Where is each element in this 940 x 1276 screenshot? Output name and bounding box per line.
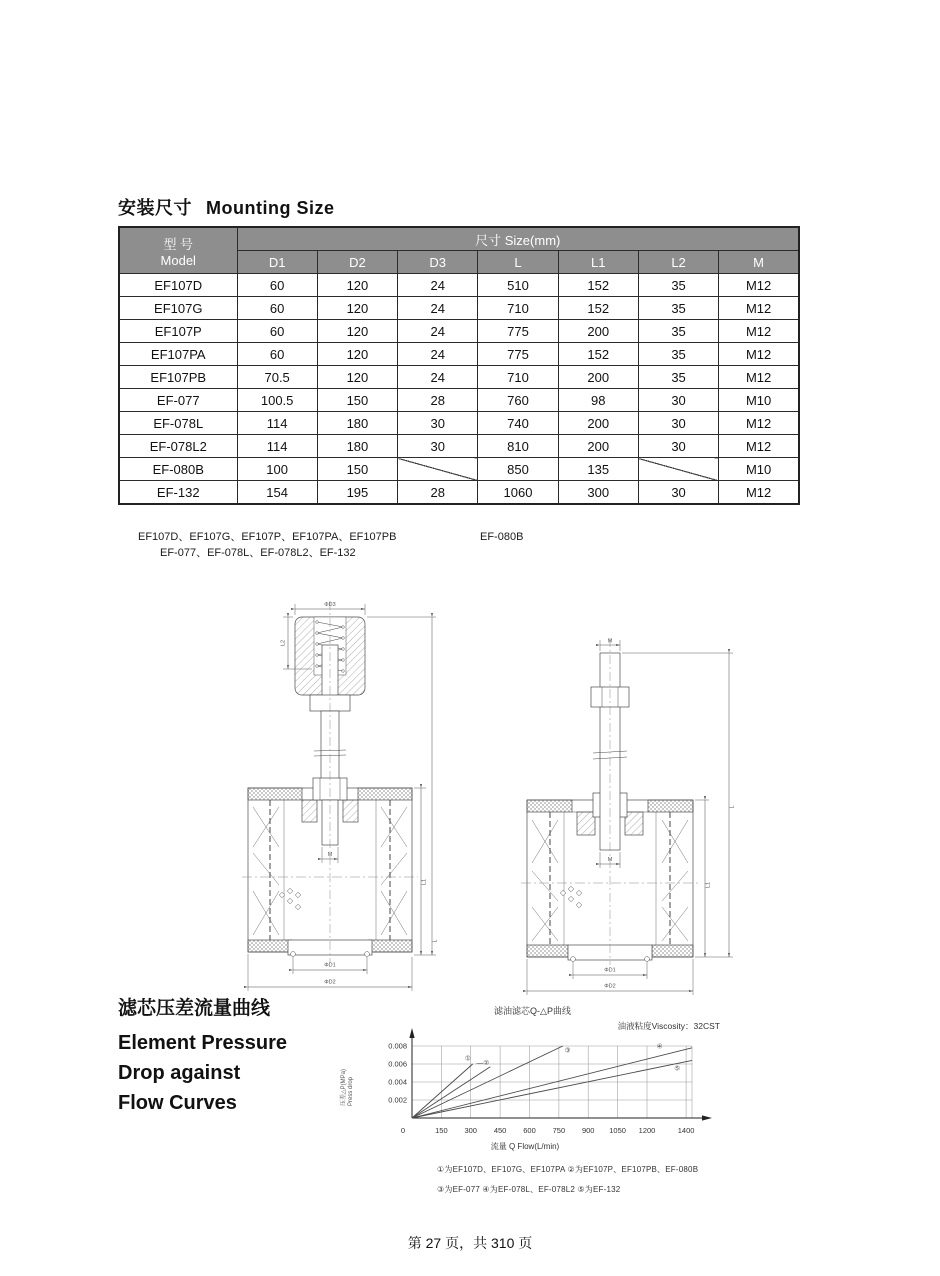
svg-text:④: ④ [656, 1043, 663, 1051]
table-caption-left [138, 529, 396, 561]
value-cell: 200 [558, 320, 638, 343]
chart-legend-line2: ③为EF-077 ④为EF-078L、EF-078L2 ⑤为EF-132 [437, 1185, 621, 1194]
model-cell: EF107G [119, 297, 237, 320]
col-d2: D2 [317, 251, 397, 274]
value-cell: 180 [317, 435, 397, 458]
value-cell: 120 [317, 297, 397, 320]
table-row [119, 274, 799, 297]
dim-m-label: M [327, 852, 333, 858]
value-cell: 35 [638, 274, 718, 297]
value-cell: 760 [478, 389, 558, 412]
value-cell: 60 [237, 297, 317, 320]
value-cell: 70.5 [237, 366, 317, 389]
col-d1: D1 [237, 251, 317, 274]
table-row [119, 297, 799, 320]
value-cell: 35 [638, 366, 718, 389]
value-cell: 28 [398, 389, 478, 412]
model-cell: EF-078L [119, 412, 237, 435]
value-cell: 710 [478, 297, 558, 320]
value-cell: 100 [237, 458, 317, 481]
value-cell: 1060 [478, 481, 558, 505]
page-title [118, 194, 334, 220]
svg-text:0.006: 0.006 [388, 1059, 407, 1069]
page-number: 第 27 页，共 310 页 [407, 1235, 533, 1251]
dim-m-label: M [607, 857, 613, 863]
value-cell: 150 [317, 389, 397, 412]
model-cell: EF107D [119, 274, 237, 297]
left-filter-drawing [240, 595, 450, 995]
svg-text:—②: —② [476, 1059, 490, 1067]
value-cell: 152 [558, 297, 638, 320]
flow-curves-title-en3: Flow Curves [118, 1092, 237, 1114]
model-header-en: Model [160, 252, 196, 268]
page-title-zh: 安装尺寸 [118, 198, 192, 218]
value-cell: 24 [398, 320, 478, 343]
svg-text:1050: 1050 [609, 1126, 626, 1135]
chart-legend-line1: ①为EF107D、EF107G、EF107PA ②为EF107P、EF107PB、EF-080B [437, 1165, 699, 1174]
value-cell: 120 [317, 320, 397, 343]
chart-y-axis-label: 压差△P(MPa) Press drop [341, 1069, 354, 1106]
svg-text:450: 450 [493, 1126, 507, 1135]
value-cell: 35 [638, 320, 718, 343]
model-cell: EF-077 [119, 389, 237, 412]
col-d3: D3 [398, 251, 478, 274]
value-cell: M12 [719, 481, 799, 505]
value-cell: 195 [317, 481, 397, 505]
svg-text:⑤: ⑤ [674, 1065, 681, 1073]
value-cell: 114 [237, 412, 317, 435]
value-cell [638, 458, 718, 481]
value-cell: 775 [478, 343, 558, 366]
svg-text:300: 300 [464, 1126, 477, 1135]
dim-l2-label: L2 [280, 639, 287, 647]
col-m: M [719, 251, 799, 274]
value-cell: 60 [237, 320, 317, 343]
value-cell: 510 [478, 274, 558, 297]
model-cell: EF107PB [119, 366, 237, 389]
value-cell: M12 [719, 435, 799, 458]
table-row [119, 458, 799, 481]
value-cell [398, 458, 478, 481]
svg-text:1400: 1400 [677, 1126, 695, 1135]
table-row [119, 435, 799, 458]
dim-l1-label: L1 [705, 881, 712, 889]
value-cell: 24 [398, 297, 478, 320]
value-cell: 152 [558, 274, 638, 297]
value-cell: 28 [398, 481, 478, 505]
value-cell: 30 [638, 389, 718, 412]
qdp-chart [345, 1005, 720, 1145]
viscosity-note: 油液粘度Viscosity：32CST [617, 1021, 720, 1031]
value-cell: 35 [638, 297, 718, 320]
table-body [119, 274, 799, 505]
value-cell: 30 [398, 435, 478, 458]
value-cell: 135 [558, 458, 638, 481]
model-header [119, 227, 237, 274]
value-cell: 120 [317, 366, 397, 389]
value-cell: 100.5 [237, 389, 317, 412]
flow-curves-title-en1: Element Pressure [118, 1032, 287, 1054]
value-cell: 775 [478, 320, 558, 343]
value-cell: 60 [237, 274, 317, 297]
value-cell: 740 [478, 412, 558, 435]
svg-text:150: 150 [435, 1126, 448, 1135]
dim-d2-label: ΦD2 [604, 983, 616, 990]
dim-l-label: L [729, 805, 736, 809]
svg-text:0.002: 0.002 [388, 1095, 407, 1105]
value-cell: 200 [558, 435, 638, 458]
page-title-en: Mounting Size [206, 198, 335, 218]
value-cell: 300 [558, 481, 638, 505]
value-cell: M10 [719, 458, 799, 481]
dim-d2-label: ΦD2 [324, 979, 336, 986]
value-cell: 24 [398, 366, 478, 389]
model-cell: EF-078L2 [119, 435, 237, 458]
value-cell: 98 [558, 389, 638, 412]
dim-m-top-label: M [607, 638, 613, 645]
value-cell: 710 [478, 366, 558, 389]
model-cell: EF107PA [119, 343, 237, 366]
col-l: L [478, 251, 558, 274]
value-cell: 810 [478, 435, 558, 458]
table-row [119, 481, 799, 505]
value-cell: 200 [558, 366, 638, 389]
size-header: 尺寸 Size(mm) [237, 227, 799, 251]
value-cell: 120 [317, 274, 397, 297]
value-cell: 30 [638, 481, 718, 505]
flow-curves-title-zh: 滤芯压差流量曲线 [118, 998, 271, 1019]
value-cell: M12 [719, 366, 799, 389]
value-cell: 30 [398, 412, 478, 435]
value-cell: 30 [638, 435, 718, 458]
value-cell: M12 [719, 320, 799, 343]
value-cell: 30 [638, 412, 718, 435]
value-cell: 150 [317, 458, 397, 481]
caption-models-line2: EF-077、EF-078L、EF-078L2、EF-132 [160, 547, 356, 559]
dim-d3-label: ΦD3 [324, 602, 336, 608]
svg-text:600: 600 [523, 1126, 536, 1135]
caption-models-line1: EF107D、EF107G、EF107P、EF107PA、EF107PB [138, 531, 397, 543]
value-cell: 120 [317, 343, 397, 366]
model-cell: EF107P [119, 320, 237, 343]
model-header-zh: 型 号 [163, 236, 194, 252]
table-row [119, 412, 799, 435]
value-cell: 850 [478, 458, 558, 481]
col-l1: L1 [558, 251, 638, 274]
flow-curves-title [118, 993, 287, 1118]
value-cell: M12 [719, 297, 799, 320]
value-cell: 152 [558, 343, 638, 366]
flow-curves-title-en2: Drop against [118, 1062, 241, 1084]
table-row [119, 320, 799, 343]
svg-text:750: 750 [552, 1126, 566, 1135]
svg-text:900: 900 [581, 1126, 595, 1135]
value-cell: M12 [719, 274, 799, 297]
table-row [119, 343, 799, 366]
dim-d1-label: ΦD1 [324, 962, 336, 969]
model-cell: EF-132 [119, 481, 237, 505]
chart-x-axis-label: 流量 Q Flow(L/min) [490, 1142, 560, 1151]
table-caption-right: EF-080B [480, 531, 524, 543]
dim-d1-label: ΦD1 [604, 967, 616, 974]
model-cell: EF-080B [119, 458, 237, 481]
table-row [119, 366, 799, 389]
value-cell: 200 [558, 412, 638, 435]
value-cell: 24 [398, 343, 478, 366]
svg-text:①: ① [464, 1055, 471, 1063]
table-row [119, 389, 799, 412]
value-cell: M12 [719, 412, 799, 435]
value-cell: 114 [237, 435, 317, 458]
dim-l-label: L [432, 939, 439, 943]
svg-text:③: ③ [564, 1047, 571, 1055]
svg-text:0.008: 0.008 [388, 1041, 407, 1051]
value-cell: M12 [719, 343, 799, 366]
value-cell: 24 [398, 274, 478, 297]
svg-text:0: 0 [400, 1126, 406, 1135]
value-cell: 60 [237, 343, 317, 366]
value-cell: 180 [317, 412, 397, 435]
value-cell: 154 [237, 481, 317, 505]
chart-title: 滤油滤芯Q-△P曲线 [494, 1006, 571, 1016]
svg-text:0.004: 0.004 [388, 1077, 407, 1087]
value-cell: M10 [719, 389, 799, 412]
dim-l1-label: L1 [421, 878, 428, 886]
svg-text:1200: 1200 [638, 1126, 656, 1135]
right-filter-drawing [505, 635, 745, 1010]
col-l2: L2 [638, 251, 718, 274]
mounting-size-table [118, 226, 800, 505]
value-cell: 35 [638, 343, 718, 366]
